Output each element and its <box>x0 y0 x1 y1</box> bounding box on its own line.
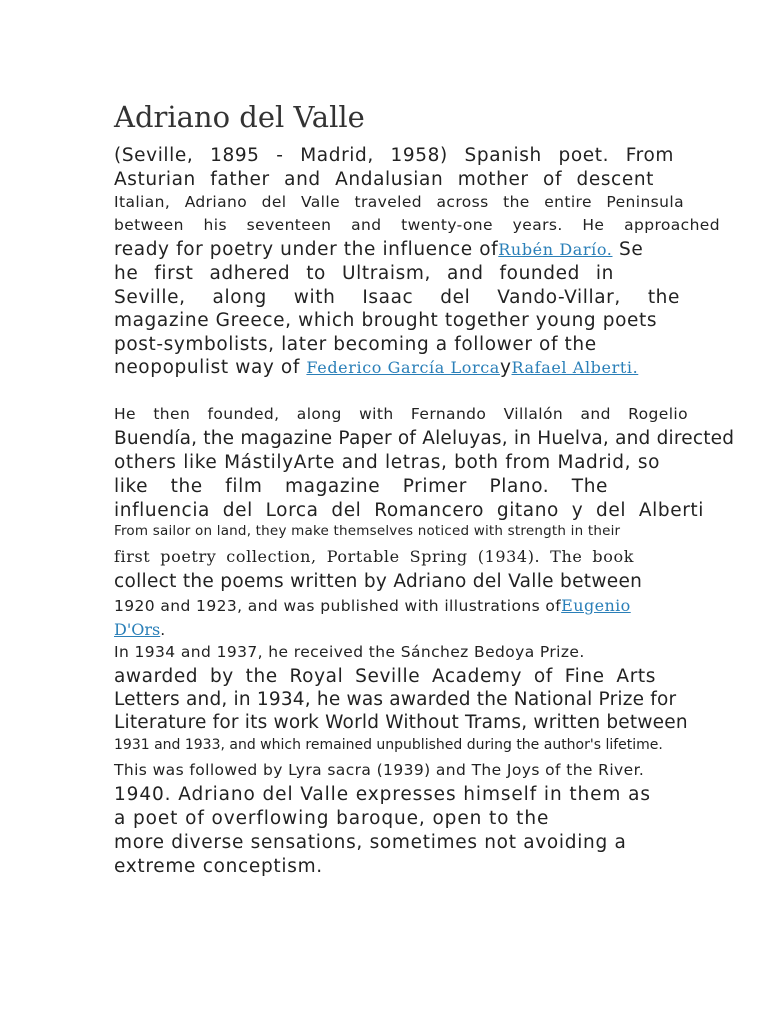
text-line: Letters and, in 1934, he was awarded the National Prize for <box>114 689 677 710</box>
text-line: awarded by the Royal Seville Academy of Fine Arts <box>114 666 656 687</box>
text-line: He then founded, along with Fernando Villalón and Rogelio <box>114 405 688 423</box>
link-eugenio-dors-continued[interactable]: D'Ors <box>114 620 161 639</box>
text-line: magazine Greece, which brought together young poets <box>114 310 658 331</box>
text-line: others like MástilyArte and letras, both from Madrid, so <box>114 452 660 473</box>
page-title: Adriano del Valle <box>114 100 365 134</box>
text-line <box>114 620 166 639</box>
text-line: 1940. Adriano del Valle expresses himself in them as <box>114 784 651 805</box>
link-ruben-dario[interactable]: Rubén Darío. <box>498 240 613 259</box>
text-fragment: ready for poetry under the influence of <box>114 239 499 260</box>
text-fragment: Se <box>612 239 644 260</box>
text-line <box>114 239 643 260</box>
text-fragment: neopopulist way of <box>114 357 307 378</box>
text-line: Seville, along with Isaac del Vando-Villar, the <box>114 287 680 308</box>
text-line: a poet of overflowing baroque, open to the <box>114 808 550 829</box>
text-fragment: y <box>499 357 512 378</box>
text-line: Italian, Adriano del Valle traveled across the entire Peninsula <box>114 193 684 211</box>
text-fragment: 1920 and 1923, and was published with illustrations of <box>114 597 562 615</box>
text-fragment: . <box>160 621 166 639</box>
text-line: like the film magazine Primer Plano. The <box>114 476 608 497</box>
text-line: extreme conceptism. <box>114 856 323 877</box>
text-line: between his seventeen and twenty-one years. He approached <box>114 216 720 234</box>
text-line: Asturian father and Andalusian mother of descent <box>114 169 654 190</box>
text-line: In 1934 and 1937, he received the Sánchez Bedoya Prize. <box>114 643 585 661</box>
text-line: collect the poems written by Adriano del Valle between <box>114 571 643 592</box>
text-line: he first adhered to Ultraism, and founded in <box>114 263 614 284</box>
text-line: This was followed by Lyra sacra (1939) and The Joys of the River. <box>114 761 645 779</box>
link-eugenio-dors[interactable]: Eugenio <box>561 596 631 615</box>
text-line <box>114 596 631 615</box>
text-line <box>114 357 638 378</box>
text-line: more diverse sensations, sometimes not avoiding a <box>114 832 627 853</box>
text-line: 1931 and 1933, and which remained unpublished during the author's lifetime. <box>114 737 663 753</box>
text-line: first poetry collection, Portable Spring (1934). The book <box>114 547 634 566</box>
link-rafael-alberti[interactable]: Rafael Alberti. <box>511 358 639 377</box>
text-line: post-symbolists, later becoming a follower of the <box>114 334 597 355</box>
text-line: Literature for its work World Without Trams, written between <box>114 712 688 733</box>
text-line: From sailor on land, they make themselves noticed with strength in their <box>114 523 621 539</box>
text-line: Buendía, the magazine Paper of Aleluyas, in Huelva, and directed <box>114 428 735 449</box>
text-line: influencia del Lorca del Romancero gitano y del Alberti <box>114 500 704 521</box>
link-federico-garcia-lorca[interactable]: Federico García Lorca <box>306 358 500 377</box>
text-line: (Seville, 1895 - Madrid, 1958) Spanish poet. From <box>114 145 674 166</box>
